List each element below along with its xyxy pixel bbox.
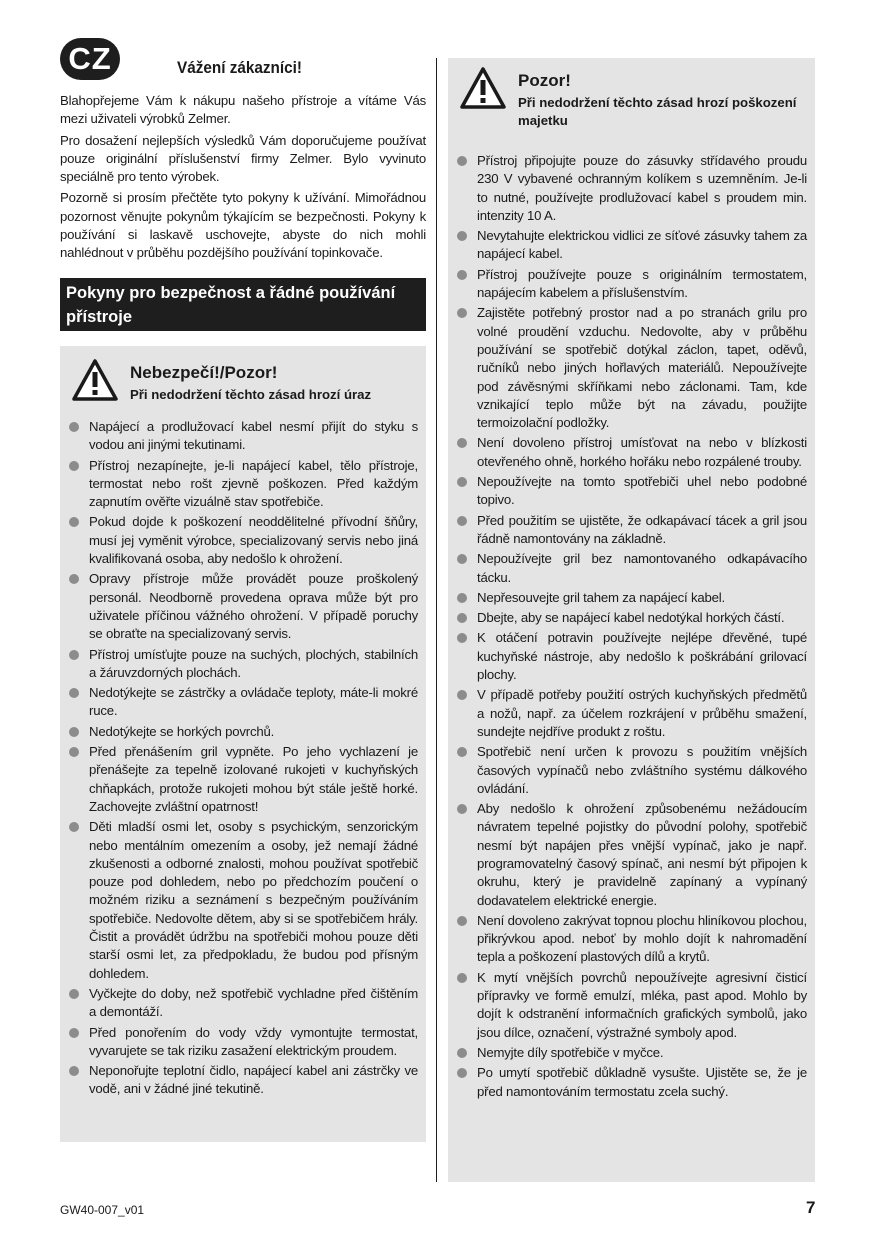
list-item bbox=[456, 589, 807, 607]
bullet-icon bbox=[457, 308, 467, 318]
intro-text bbox=[60, 92, 426, 266]
list-item bbox=[68, 418, 418, 455]
bullet-icon bbox=[69, 727, 79, 737]
warning-triangle-icon bbox=[460, 66, 506, 110]
bullet-icon bbox=[69, 650, 79, 660]
list-item-text: Před použitím se ujistěte, že odkapávací tácek a gril jsou řádně namontovány na základně. bbox=[477, 512, 807, 546]
language-badge: CZ bbox=[60, 38, 120, 80]
bullet-icon bbox=[69, 574, 79, 584]
bullet-icon bbox=[69, 1066, 79, 1076]
page-number: 7 bbox=[806, 1198, 816, 1217]
list-item bbox=[456, 609, 807, 627]
list-item bbox=[68, 513, 418, 568]
list-item bbox=[456, 512, 807, 549]
bullet-icon bbox=[69, 822, 79, 832]
list-item-text: Nevytahujte elektrickou vidlici ze síťové zásuvky tahem za napájecí kabel. bbox=[477, 228, 807, 262]
bullet-icon bbox=[457, 554, 467, 564]
list-item-text: Nedotýkejte se zástrčky a ovládače teploty, máte-li mokré ruce. bbox=[89, 685, 418, 719]
caution-header bbox=[456, 66, 807, 152]
list-item-text: K mytí vnějších povrchů nepoužívejte agresivní čisticí přípravky ve formě emulzí, mléka, past apod. Mohlo by dojít k odstranění informačních grafických symbolů, jako jsou dílce, označení, výstražné symboly apod. bbox=[477, 969, 807, 1040]
bullet-icon bbox=[457, 270, 467, 280]
list-item-text: Před ponořením do vody vždy vymontujte termostat, vyvarujete se tak riziku zasažení elektrickým proudem. bbox=[89, 1024, 418, 1058]
list-item bbox=[68, 646, 418, 683]
danger-title: Nebezpečí!/Pozor! bbox=[130, 363, 278, 382]
bullet-icon bbox=[457, 477, 467, 487]
list-item bbox=[68, 1062, 418, 1099]
warning-triangle-icon bbox=[72, 358, 118, 402]
caution-list bbox=[456, 152, 807, 1101]
intro-paragraph: Blahopřejeme Vám k nákupu našeho přístroje a vítáme Vás mezi uživateli výrobků Zelmer. bbox=[60, 93, 426, 127]
bullet-icon bbox=[457, 1048, 467, 1058]
bullet-icon bbox=[457, 613, 467, 623]
danger-list bbox=[68, 418, 418, 1099]
list-item bbox=[456, 304, 807, 432]
list-item-text: Přístroj připojujte pouze do zásuvky střídavého proudu 230 V vybavené ochranným kolíkem s uzemněním. Je-li to nutné, používejte prodlužovací kabel s proudem min. intenzity 10 A. bbox=[477, 153, 807, 223]
list-item-text: K otáčení potravin používejte nejlépe dřevěné, tupé kuchyňské nástroje, aby nedošlo k poškrábání grilovací plochy. bbox=[477, 630, 807, 683]
bullet-icon bbox=[457, 973, 467, 983]
bullet-icon bbox=[457, 747, 467, 757]
danger-header bbox=[68, 358, 418, 418]
list-item-text: Vyčkejte do doby, než spotřebič vychladne před čištěním a demontáží. bbox=[89, 985, 418, 1020]
bullet-icon bbox=[457, 438, 467, 448]
list-item-text: Přístroj používejte pouze s originálním termostatem, napájecím kabelem a příslušenstvím. bbox=[477, 266, 807, 301]
document-code: GW40-007_v01 bbox=[60, 1203, 145, 1217]
list-item-text: Přístroj umísťujte pouze na suchých, plochých, stabilních a žáruvzdorných plochách. bbox=[89, 646, 418, 680]
bullet-icon bbox=[69, 517, 79, 527]
bullet-icon bbox=[457, 1068, 467, 1078]
list-item-text: Nedotýkejte se horkých povrchů. bbox=[89, 723, 275, 739]
list-item bbox=[68, 570, 418, 643]
caution-box bbox=[448, 58, 815, 1182]
intro-paragraph: Pozorně si prosím přečtěte tyto pokyny k užívání. Mimořádnou pozornost věnujte pokynům týkajícím se bezpečnosti. Pokyny k používání si laskavě uschovejte, abyste do nich mohli nahlédnout v průběhu pozdějšího používání topinkovače. bbox=[60, 190, 426, 261]
list-item-text: Spotřebič není určen k provozu s použitím vnějších časových vypínačů nebo zvláštního systému dálkového ovládání. bbox=[477, 744, 807, 796]
list-item bbox=[456, 800, 807, 910]
list-item-text: Dbejte, aby se napájecí kabel nedotýkal horkých částí. bbox=[477, 610, 785, 626]
list-item-text: Nepřesouvejte gril tahem za napájecí kabel. bbox=[477, 589, 725, 605]
list-item-text: Opravy přístroje může provádět pouze proškolený personál. Neodborně provedena oprava může být pro uživatele příčinou vážného ohrožení. V případě poruchy se obraťte na specializovaný servis. bbox=[89, 571, 418, 642]
intro-paragraph: Pro dosažení nejlepších výsledků Vám doporučujeme používat pouze originální příslušenství firmy Zelmer. Bylo vyvinuto speciálně pro tento výrobek. bbox=[60, 132, 426, 185]
section-title: Pokyny pro bezpečnost a řádné používání přístroje bbox=[60, 278, 426, 331]
list-item bbox=[456, 629, 807, 684]
list-item bbox=[68, 818, 418, 983]
list-item-text: Pokud dojde k poškození neoddělitelné přívodní šňůry, musí jej vyměnit výrobce, specializovaný servis nebo jiná kvalifikovaná osoba, aby nedošlo k ohrožení. bbox=[89, 514, 418, 567]
list-item bbox=[68, 723, 418, 741]
bullet-icon bbox=[69, 989, 79, 999]
bullet-icon bbox=[457, 690, 467, 700]
caution-title: Pozor! bbox=[518, 71, 571, 90]
list-item-text: Neponořujte teplotní čidlo, napájecí kabel ani zástrčky ve vodě, ani v žádné jiné tekutině. bbox=[89, 1063, 418, 1097]
list-item bbox=[456, 686, 807, 741]
bullet-icon bbox=[457, 916, 467, 926]
list-item bbox=[68, 743, 418, 816]
danger-subtitle: Při nedodržení těchto zásad hrozí úraz bbox=[130, 387, 372, 402]
bullet-icon bbox=[457, 516, 467, 526]
list-item bbox=[456, 1064, 807, 1101]
list-item-text: Děti mladší osmi let, osoby s psychickým, senzorickým nebo mentálním omezením a osoby, jež nemají žádné zkušenosti a odborné znalosti, mohou používat spotřebič pouze pod dohledem, nebo po předchozím poučení o možném riziku a seznámení s bezpečným používáním spotřebiče. Nedovolte dětem, aby si se spotřebičem hrály. Čistit a provádět údržbu na spotřebiči mohou pouze děti starší osmi let, za předpokladu, že budou pod přísným dohledem. bbox=[89, 819, 418, 981]
bullet-icon bbox=[69, 461, 79, 471]
list-item bbox=[456, 912, 807, 967]
list-item-text: Nepoužívejte gril bez namontovaného odkapávacího tácku. bbox=[477, 551, 807, 585]
bullet-icon bbox=[457, 593, 467, 603]
list-item bbox=[456, 550, 807, 587]
list-item-text: Aby nedošlo k ohrožení způsobenému nežádoucím návratem tepelné pojistky do původní polohy, spotřebič nesmí být napájen přes vnější vypínač, jako je např. programovatelný časový spínač, ani nesmí být připojen k okruhu, který je pravidelně zapínaný a vypínaný dodavatelem elektrické energie. bbox=[477, 801, 807, 908]
list-item-text: Není dovoleno přístroj umísťovat na nebo v blízkosti otevřeného ohně, horkého hořáku nebo rozpálené trouby. bbox=[477, 435, 807, 469]
danger-box bbox=[60, 346, 426, 1142]
bullet-icon bbox=[457, 231, 467, 241]
bullet-icon bbox=[457, 804, 467, 814]
bullet-icon bbox=[69, 1028, 79, 1038]
list-item-text: Po umytí spotřebič důkladně vysušte. Ujistěte se, že je před namontováním termostatu zcela suchý. bbox=[477, 1065, 807, 1099]
list-item bbox=[456, 473, 807, 510]
list-item bbox=[456, 152, 807, 225]
bullet-icon bbox=[69, 688, 79, 698]
list-item bbox=[68, 985, 418, 1022]
list-item-text: Přístroj nezapínejte, je-li napájecí kabel, tělo přístroje, termostat nebo rošt zjevně poškozen. Před každým zapnutím ověřte vizuálně stav spotřebiče. bbox=[89, 457, 418, 510]
bullet-icon bbox=[457, 156, 467, 166]
list-item bbox=[456, 743, 807, 798]
list-item bbox=[68, 684, 418, 721]
bullet-icon bbox=[457, 633, 467, 643]
caution-subtitle: Při nedodržení těchto zásad hrozí poškození majetku bbox=[518, 95, 797, 128]
list-item-text: Před přenášením gril vypněte. Po jeho vychlazení je přenášejte za tepelně izolované rukojeti v kuchyňských chňapkách, protože rukojeti mohou být stále ještě horké. Zachovejte zvláštní opatrnost! bbox=[89, 744, 418, 814]
list-item-text: Nepoužívejte na tomto spotřebiči uhel nebo podobné topivo. bbox=[477, 474, 807, 508]
list-item bbox=[456, 227, 807, 264]
list-item-text: V případě potřeby použití ostrých kuchyňských předmětů a nožů, např. za účelem rozkrájení v průběhu smažení, sundejte nejdříve produkt z roštu. bbox=[477, 687, 807, 739]
bullet-icon bbox=[69, 747, 79, 757]
list-item bbox=[68, 1024, 418, 1061]
list-item bbox=[456, 1044, 807, 1062]
list-item-text: Není dovoleno zakrývat topnou plochu hliníkovou plochou, přikrývkou apod. neboť by mohlo dojít k nahromadění tepla a poškození plastových dílů a krytů. bbox=[477, 912, 807, 965]
list-item bbox=[68, 457, 418, 512]
bullet-icon bbox=[69, 422, 79, 432]
greeting-heading: Vážení zákazníci! bbox=[177, 58, 303, 77]
list-item-text: Zajistěte potřebný prostor nad a po stranách grilu pro volné proudění vzduchu. Nedovolte, aby v průběhu používání se spotřebič dotýkal záclon, tapet, oděvů, ručníků nebo jiných hořlavých materiálů. Nepoužívejte pod závěsnými skříňkami nebo záclonami. Tam, kde vznikající teplo může být na závadu, použijte termoizolační podložky. bbox=[477, 305, 807, 431]
column-divider bbox=[436, 58, 437, 1182]
list-item-text: Napájecí a prodlužovací kabel nesmí přijít do styku s vodou ani jinými tekutinami. bbox=[89, 419, 418, 453]
list-item-text: Nemyjte díly spotřebiče v myčce. bbox=[477, 1044, 664, 1060]
list-item bbox=[456, 969, 807, 1042]
list-item bbox=[456, 434, 807, 471]
list-item bbox=[456, 266, 807, 303]
